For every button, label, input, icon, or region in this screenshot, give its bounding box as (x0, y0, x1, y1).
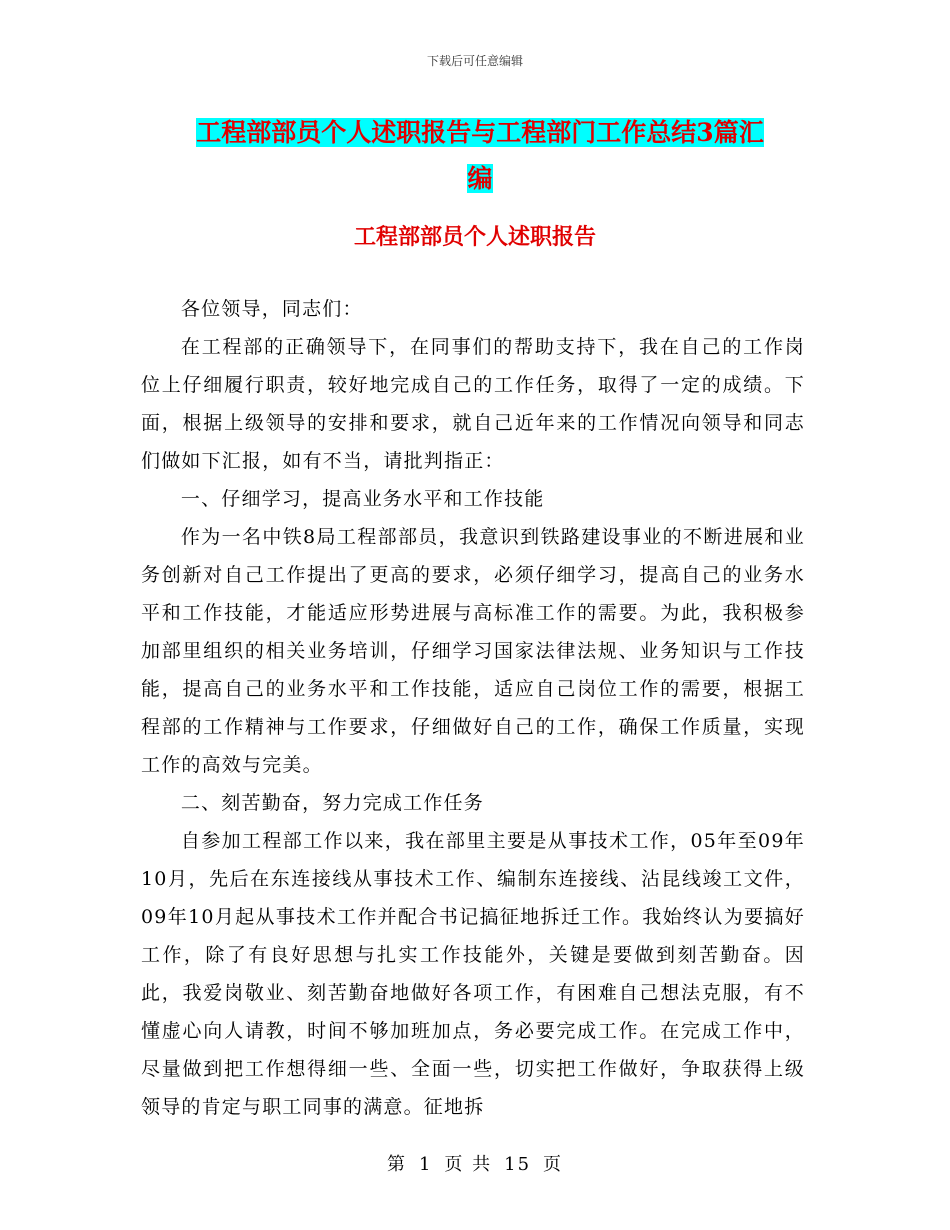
page-header-note: 下载后可任意编辑 (426, 54, 523, 68)
page-footer (0, 1150, 950, 1176)
footer-prefix: 第 (386, 1154, 407, 1175)
paragraph: 作为一名中铁8局工程部部员，我意识到铁路建设事业的不断进展和业务创新对自己工作提出了更高的要求，必须仔细学习，提高自己的业务水平和工作技能，才能适应形势进展与高标准工作的需要。为此，我积极参加部里组织的相关业务培训，仔细学习国家法律法规、业务知识与工作技能，提高自己的业务水平和工作技能，适应自己岗位工作的需要，根据工程部的工作精神与工作要求，仔细做好自己的工作，确保工作质量，实现工作的高效与完美。 (141, 526, 805, 776)
footer-middle: 页 共 (444, 1154, 493, 1175)
paragraph-heading: 一、仔细学习，提高业务水平和工作技能 (180, 488, 545, 510)
paragraph: 自参加工程部工作以来，我在部里主要是从事技术工作，05年至09年10月，先后在东连接线从事技术工作、编制东连接线、沾昆线竣工文件，09年10月起从事技术工作并配合书记搞征地拆迁工作。我始终认为要搞好工作，除了有良好思想与扎实工作技能外，关键是要做到刻苦勤奋。因此，我爱岗敬业、刻苦勤奋地做好各项工作，有困难自己想法克服，有不懂虚心向人请教，时间不够加班加点，务必要完成工作。在完成工作中，尽量做到把工作想得细一些、全面一些，切实把工作做好，争取获得上级领导的肯定与职工同事的满意。征地拆 (141, 830, 805, 1118)
body-text (141, 290, 805, 1126)
paragraph-salutation: 各位领导，同志们： (180, 298, 363, 320)
paragraph: 在工程部的正确领导下，在同事们的帮助支持下，我在自己的工作岗位上仔细履行职责，较好地完成自己的工作任务，取得了一定的成绩。下面，根据上级领导的安排和要求，就自己近年来的工作情况向领导和同志们做如下汇报，如有不当，请批判指正： (141, 336, 805, 472)
section-title: 工程部部员个人述职报告 (353, 224, 596, 250)
document-title-line2: 编 (467, 164, 493, 193)
footer-page-number: 1 (418, 1154, 433, 1175)
document-title-line1: 工程部部员个人述职报告与工程部门工作总结3篇汇 (196, 118, 764, 147)
footer-total-pages: 15 (504, 1154, 532, 1175)
paragraph-heading: 二、刻苦勤奋，努力完成工作任务 (180, 792, 484, 814)
document-title (140, 110, 820, 202)
footer-suffix: 页 (543, 1154, 564, 1175)
